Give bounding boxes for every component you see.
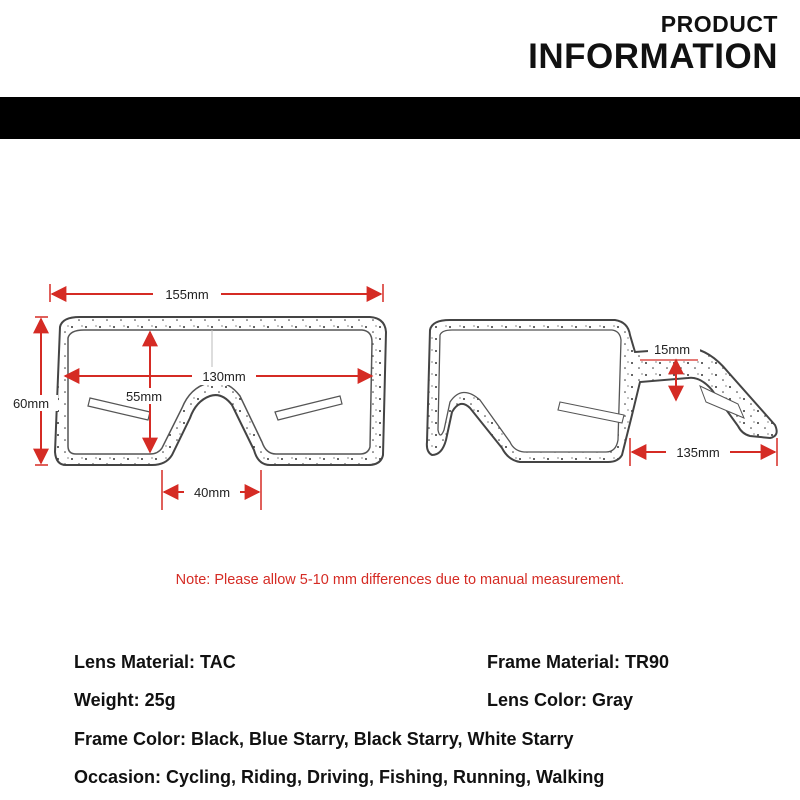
dim-label-temple-length: 135mm [676,445,720,460]
spec-lens-material: Lens Material: TAC [74,652,236,672]
dim-label-bridge-width: 40mm [193,485,231,500]
header-line-product: PRODUCT [660,11,778,37]
spec-weight: Weight: 25g [74,690,176,710]
dim-label-total-height: 60mm [12,396,50,411]
spec-lens-color: Lens Color: Gray [487,690,634,710]
spec-frame-material: Frame Material: TR90 [487,652,670,672]
measurement-note: Note: Please allow 5-10 mm differences due to manual measurement. [175,572,625,588]
dim-label-lens-height: 55mm [125,389,163,404]
spec-frame-color: Frame Color: Black, Blue Starry, Black Starry, White Starry [74,729,574,749]
side-lens [438,330,621,452]
dim-label-temple-height: 15mm [653,342,691,357]
dim-label-lens-width: 130mm [202,369,246,384]
dim-label-total-width: 155mm [165,287,209,302]
header-line-information: INFORMATION [528,37,778,76]
side-view-glasses [427,320,777,462]
front-view-glasses [55,317,386,465]
spec-occasion: Occasion: Cycling, Riding, Driving, Fishing, Running, Walking [74,767,605,787]
